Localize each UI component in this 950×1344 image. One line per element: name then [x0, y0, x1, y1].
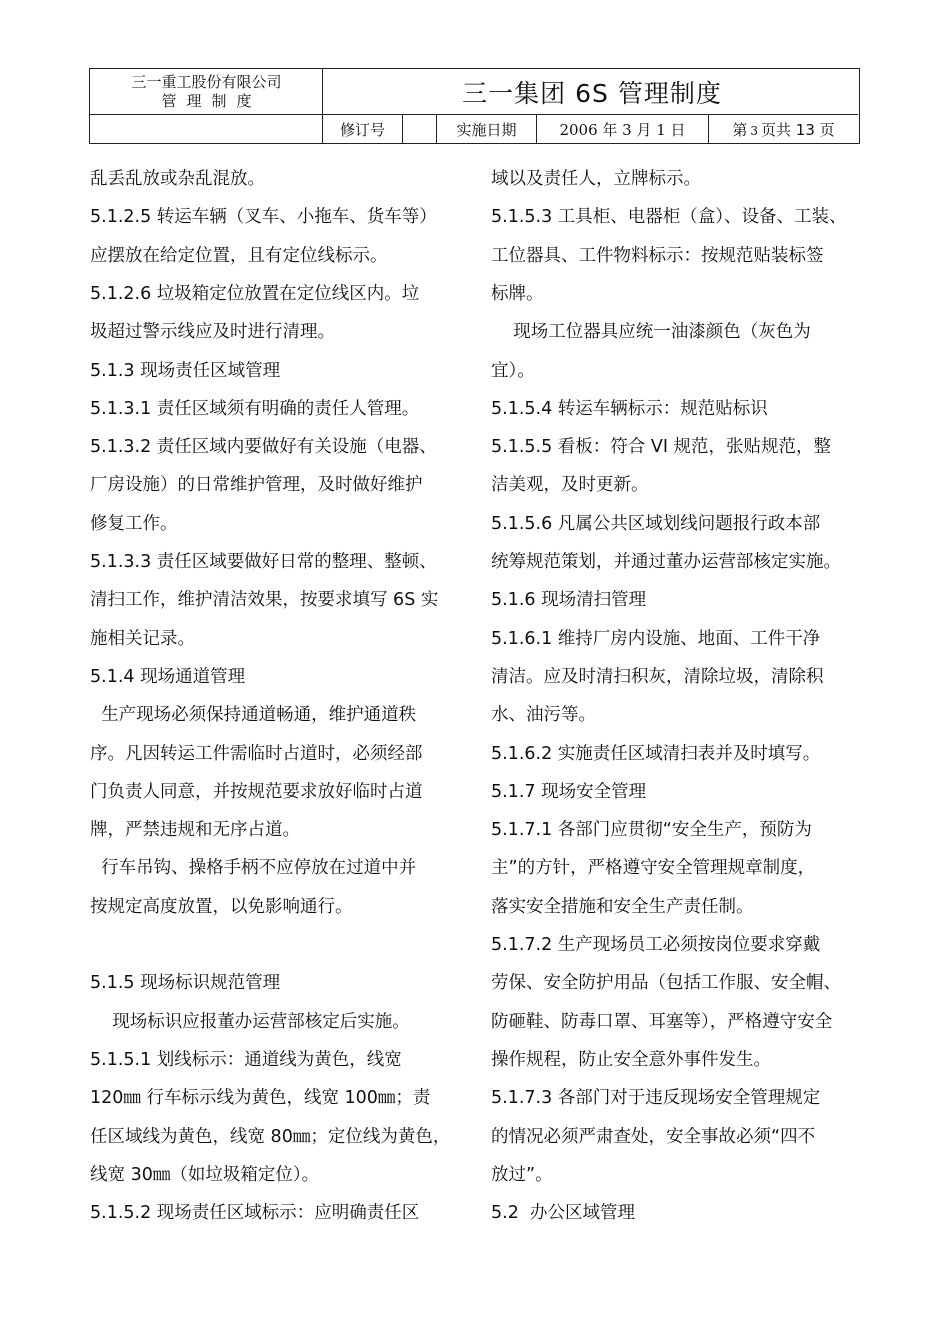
body-text-line: 5.1.5.3 工具柜、电器柜（盒）、设备、工装、 — [491, 207, 847, 228]
body-text-line: 施相关记录。 — [90, 628, 195, 649]
body-text-line: 5.1.2.5 转运车辆（叉车、小拖车、货车等） — [90, 207, 437, 228]
body-text-line: 5.1.5.2 现场责任区域标示：应明确责任区 — [90, 1203, 420, 1224]
body-text-line: 标牌。 — [491, 283, 544, 304]
body-text-line: 统筹规范策划，并通过董办运营部核定实施。 — [491, 552, 841, 572]
header-table — [89, 68, 860, 144]
revision-value — [403, 115, 436, 143]
body-text-line: 5.1.5.5 看板：符合 VI 规范，张贴规范，整 — [491, 437, 832, 458]
page-suffix: 页共 13 页 — [761, 120, 835, 139]
body-text-line: 线宽 30㎜（如垃圾箱定位）。 — [90, 1164, 320, 1185]
body-text-line: 修复工作。 — [90, 513, 178, 534]
body-text-line: 按规定高度放置，以免影响通行。 — [90, 896, 353, 917]
body-text-line: 5.1.6.2 实施责任区域清扫表并及时填写。 — [491, 743, 821, 764]
company-line-2: 管理制度 — [161, 92, 262, 110]
body-text-line: 5.1.5.4 转运车辆标示：规范贴标识 — [491, 398, 768, 419]
body-text-line: 清扫工作，维护清洁效果，按要求填写 6S 实 — [90, 590, 439, 611]
revision-label: 修订号 — [339, 120, 385, 139]
body-text-line: 放过”。 — [491, 1164, 553, 1185]
body-text-line: 水、油污等。 — [491, 705, 596, 726]
body-text-line: 工位器具、工件物料标示：按规范贴装标签 — [491, 245, 824, 266]
body-text-line: 5.1.5 现场标识规范管理 — [90, 973, 281, 994]
page-number — [709, 115, 858, 143]
company-name — [90, 69, 323, 115]
body-text-line: 5.1.3.1 责任区域须有明确的责任人管理。 — [90, 398, 420, 419]
page-prefix: 第 — [732, 120, 748, 139]
body-text-line: 现场工位器具应统一油漆颜色（灰色为 — [491, 322, 811, 343]
body-text-line: 任区域线为黄色，线宽 80㎜；定位线为黄色， — [90, 1126, 451, 1147]
body-text-line: 5.1.6.1 维持厂房内设施、地面、工件干净 — [491, 628, 821, 649]
body-text-line: 5.1.5.6 凡属公共区域划线问题报行政本部 — [491, 513, 821, 534]
body-text-line: 圾超过警示线应及时进行清理。 — [90, 322, 335, 343]
body-text-line: 序。凡因转运工件需临时占道时，必须经部 — [90, 743, 423, 764]
body-text-line: 落实安全措施和安全生产责任制。 — [491, 896, 754, 917]
date-label: 实施日期 — [456, 120, 517, 139]
body-text-line: 牌，严禁违规和无序占道。 — [90, 820, 300, 841]
body-text-line: 的情况必须严肃查处，安全事故必须“四不 — [491, 1126, 816, 1147]
body-text-line: 5.1.7.1 各部门应贯彻“安全生产，预防为 — [491, 820, 812, 841]
page-current: 3 — [750, 124, 759, 138]
date-value: 2006 年 3 月 1 日 — [559, 120, 686, 139]
body-text-line: 5.1.3.2 责任区域内要做好有关设施（电器、 — [90, 437, 437, 458]
body-text-line: 行车吊钩、操格手柄不应停放在过道中并 — [90, 858, 417, 879]
body-text-line: 宜）。 — [491, 360, 535, 381]
body-text-line: 120㎜ 行车标示线为黄色，线宽 100㎜；责 — [90, 1088, 431, 1109]
body-text-line: 劳保、安全防护用品（包括工作服、安全帽、 — [491, 973, 841, 994]
body-text-line: 5.1.3 现场责任区域管理 — [90, 360, 281, 381]
body-text-line: 乱丢乱放或杂乱混放。 — [90, 169, 265, 189]
body-text-line: 现场标识应报董办运营部核定后实施。 — [90, 1011, 410, 1032]
body-text-line: 5.1.6 现场清扫管理 — [491, 590, 647, 611]
body-text-line: 防砸鞋、防毒口罩、耳塞等），严格遵守安全 — [491, 1011, 833, 1032]
body-text-line: 5.1.3.3 责任区域要做好日常的整理、整顿、 — [90, 552, 437, 572]
body-text-line: 5.1.2.6 垃圾箱定位放置在定位线区内。垃 — [90, 283, 420, 304]
body-text-line: 域以及责任人，立牌标示。 — [491, 169, 701, 189]
body-text-line: 5.1.5.1 划线标示：通道线为黄色，线宽 — [90, 1049, 402, 1070]
body-text-line: 洁美观，及时更新。 — [491, 475, 649, 496]
document-title: 三一集团 6S 管理制度 — [462, 79, 722, 108]
body-text-line: 主”的方针，严格遵守安全管理规章制度， — [491, 858, 816, 879]
body-text-line: 应摆放在给定位置，且有定位线标示。 — [90, 245, 388, 266]
body-text-line: 5.1.7.3 各部门对于违反现场安全管理规定 — [491, 1088, 821, 1109]
body-text-line: 厂房设施）的日常维护管理，及时做好维护 — [90, 475, 423, 496]
body-text-line: 5.1.7 现场安全管理 — [491, 781, 647, 802]
company-line-1: 三一重工股份有限公司 — [131, 73, 282, 91]
body-text-line: 5.2 办公区域管理 — [491, 1203, 635, 1224]
body-text-line: 5.1.4 现场通道管理 — [90, 666, 246, 687]
body-text-line: 生产现场必须保持通道畅通，维护通道秩 — [90, 705, 417, 726]
body-text-line: 操作规程，防止安全意外事件发生。 — [491, 1049, 771, 1070]
body-text-line: 清洁。应及时清扫积灰，清除垃圾，清除积 — [491, 666, 824, 687]
body-text-line: 5.1.7.2 生产现场员工必须按岗位要求穿戴 — [491, 935, 821, 955]
body-text-line: 门负责人同意，并按规范要求放好临时占道 — [90, 781, 423, 802]
